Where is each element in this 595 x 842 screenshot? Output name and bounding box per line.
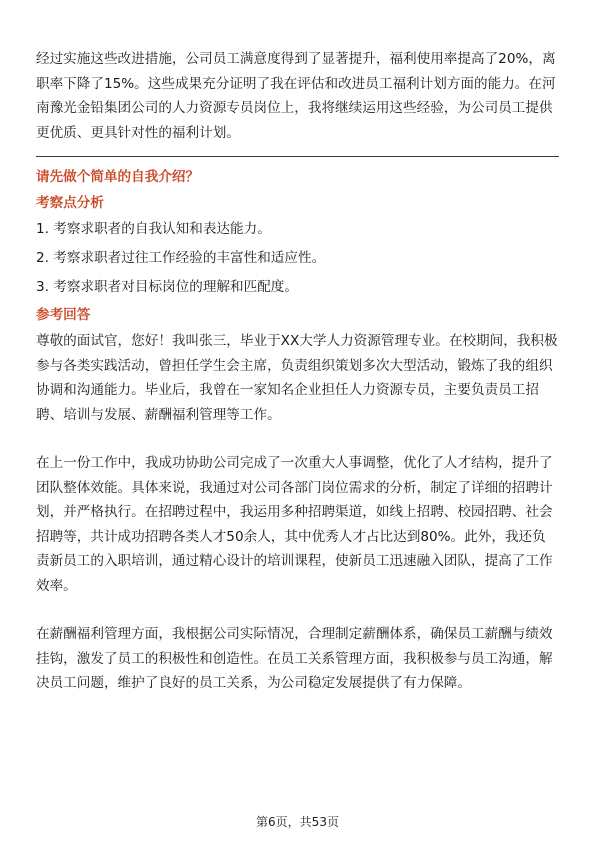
question-heading: 请先做个简单的自我介绍？ — [36, 169, 200, 185]
page-content — [36, 47, 559, 696]
page-number: 第6页，共53页 — [256, 815, 339, 829]
answer-paragraph: 在薪酬福利管理方面，我根据公司实际情况，合理制定薪酬体系，确保员工薪酬与绩效挂钩，激发了员工的积极性和创造性。在员工关系管理方面，我积极参与员工沟通，解决员工问题，维护了良好的员工关系，为公司稳定发展提供了有力保障。 — [36, 626, 553, 691]
answer-paragraph: 在上一份工作中，我成功协助公司完成了一次重大人事调整，优化了人才结构，提升了团队整体效能。具体来说，我通过对公司各部门岗位需求的分析，制定了详细的招聘计划，并严格执行。在招聘过程中，我运用多种招聘渠道，如线上招聘、校园招聘、社会招聘等，共计成功招聘各类人才50余人，其中优秀人才占比达到80%。此外，我还负责新员工的入职培训，通过精心设计的培训课程，使新员工迅速融入团队，提高了工作效率。 — [36, 455, 553, 594]
intro-paragraph: 经过实施这些改进措施，公司员工满意度得到了显著提升，福利使用率提高了20%，离职率下降了15%。这些成果充分证明了我在评估和改进员工福利计划方面的能力。在河南豫光金铅集团公司的人力资源专员岗位上，我将继续运用这些经验，为公司员工提供更优质、更具针对性的福利计划。 — [36, 51, 556, 141]
analysis-heading: 考察点分析 — [36, 195, 104, 211]
analysis-item: 1. 考察求职者的自我认知和表达能力。 — [36, 221, 271, 237]
section-divider — [36, 156, 559, 157]
analysis-item: 2. 考察求职者过往工作经验的丰富性和适应性。 — [36, 250, 326, 266]
analysis-item: 3. 考察求职者对目标岗位的理解和匹配度。 — [36, 279, 298, 295]
answer-paragraph: 尊敬的面试官，您好！我叫张三，毕业于XX大学人力资源管理专业。在校期间，我积极参与各类实践活动，曾担任学生会主席，负责组织策划多次大型活动，锻炼了我的组织协调和沟通能力。毕业后，我曾在一家知名企业担任人力资源专员，主要负责员工招聘、培训与发展、薪酬福利管理等工作。 — [36, 333, 558, 423]
answer-heading: 参考回答 — [36, 307, 91, 323]
